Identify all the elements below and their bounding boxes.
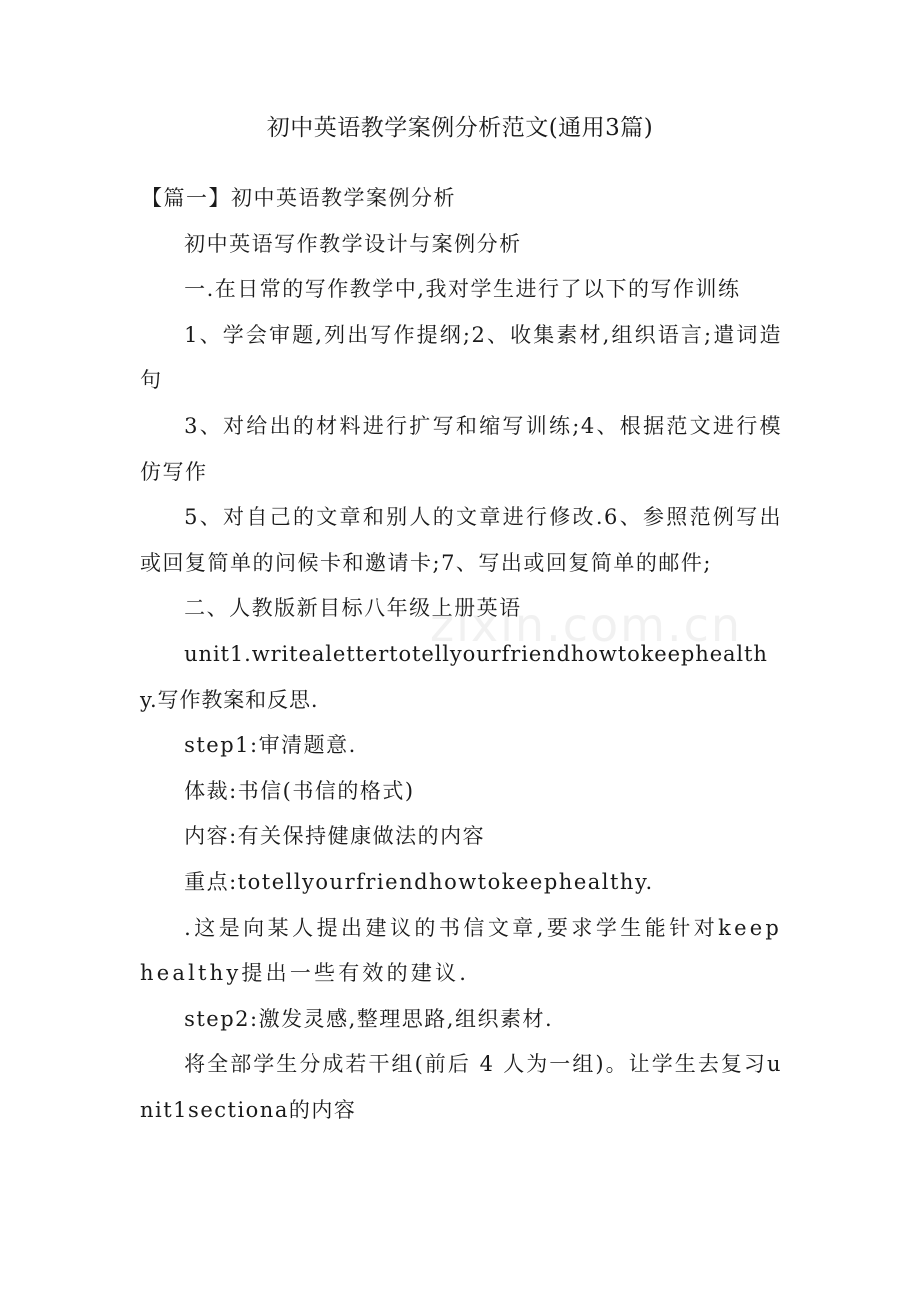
paragraph: 将全部学生分成若干组(前后 4 人为一组)。让学生去复习unit1sectiona的内容 [140,1052,782,1122]
watermark: zixin.com.cn [430,598,743,652]
section-heading: 【篇一】初中英语教学案例分析 [141,186,457,210]
paragraph: 体裁:书信(书信的格式) [184,778,415,803]
paragraph: 一.在日常的写作教学中,我对学生进行了以下的写作训练 [184,277,741,302]
paragraph: 初中英语写作教学设计与案例分析 [184,231,522,256]
paragraph: 内容:有关保持健康做法的内容 [184,824,486,849]
paragraph: step1:审清题意. [184,733,357,758]
paragraph: step2:激发灵感,整理思路,组织素材. [184,1006,554,1031]
paragraph: 重点:totellyourfriendhowtokeephealthy. [184,869,654,894]
paragraph: 5、对自己的文章和别人的文章进行修改.6、参照范例写出或回复简单的问候卡和邀请卡;7、写出或回复简单的邮件; [140,505,782,575]
paragraph: .这是向某人提出建议的书信文章,要求学生能针对keephealthy提出一些有效的建议. [140,915,782,986]
paragraph: 1、学会审题,列出写作提纲;2、收集素材,组织语言;遣词造句 [140,322,782,393]
paragraph: 二、人教版新目标八年级上册英语 [184,596,522,621]
document-title: 初中英语教学案例分析范文(通用3篇) [266,115,654,141]
paragraph: unit1.writealettertotellyourfriendhowtokeephealthy.写作教案和反思. [140,641,768,712]
paragraph: 3、对给出的材料进行扩写和缩写训练;4、根据范文进行模仿写作 [140,413,782,484]
document-body [140,176,782,1133]
